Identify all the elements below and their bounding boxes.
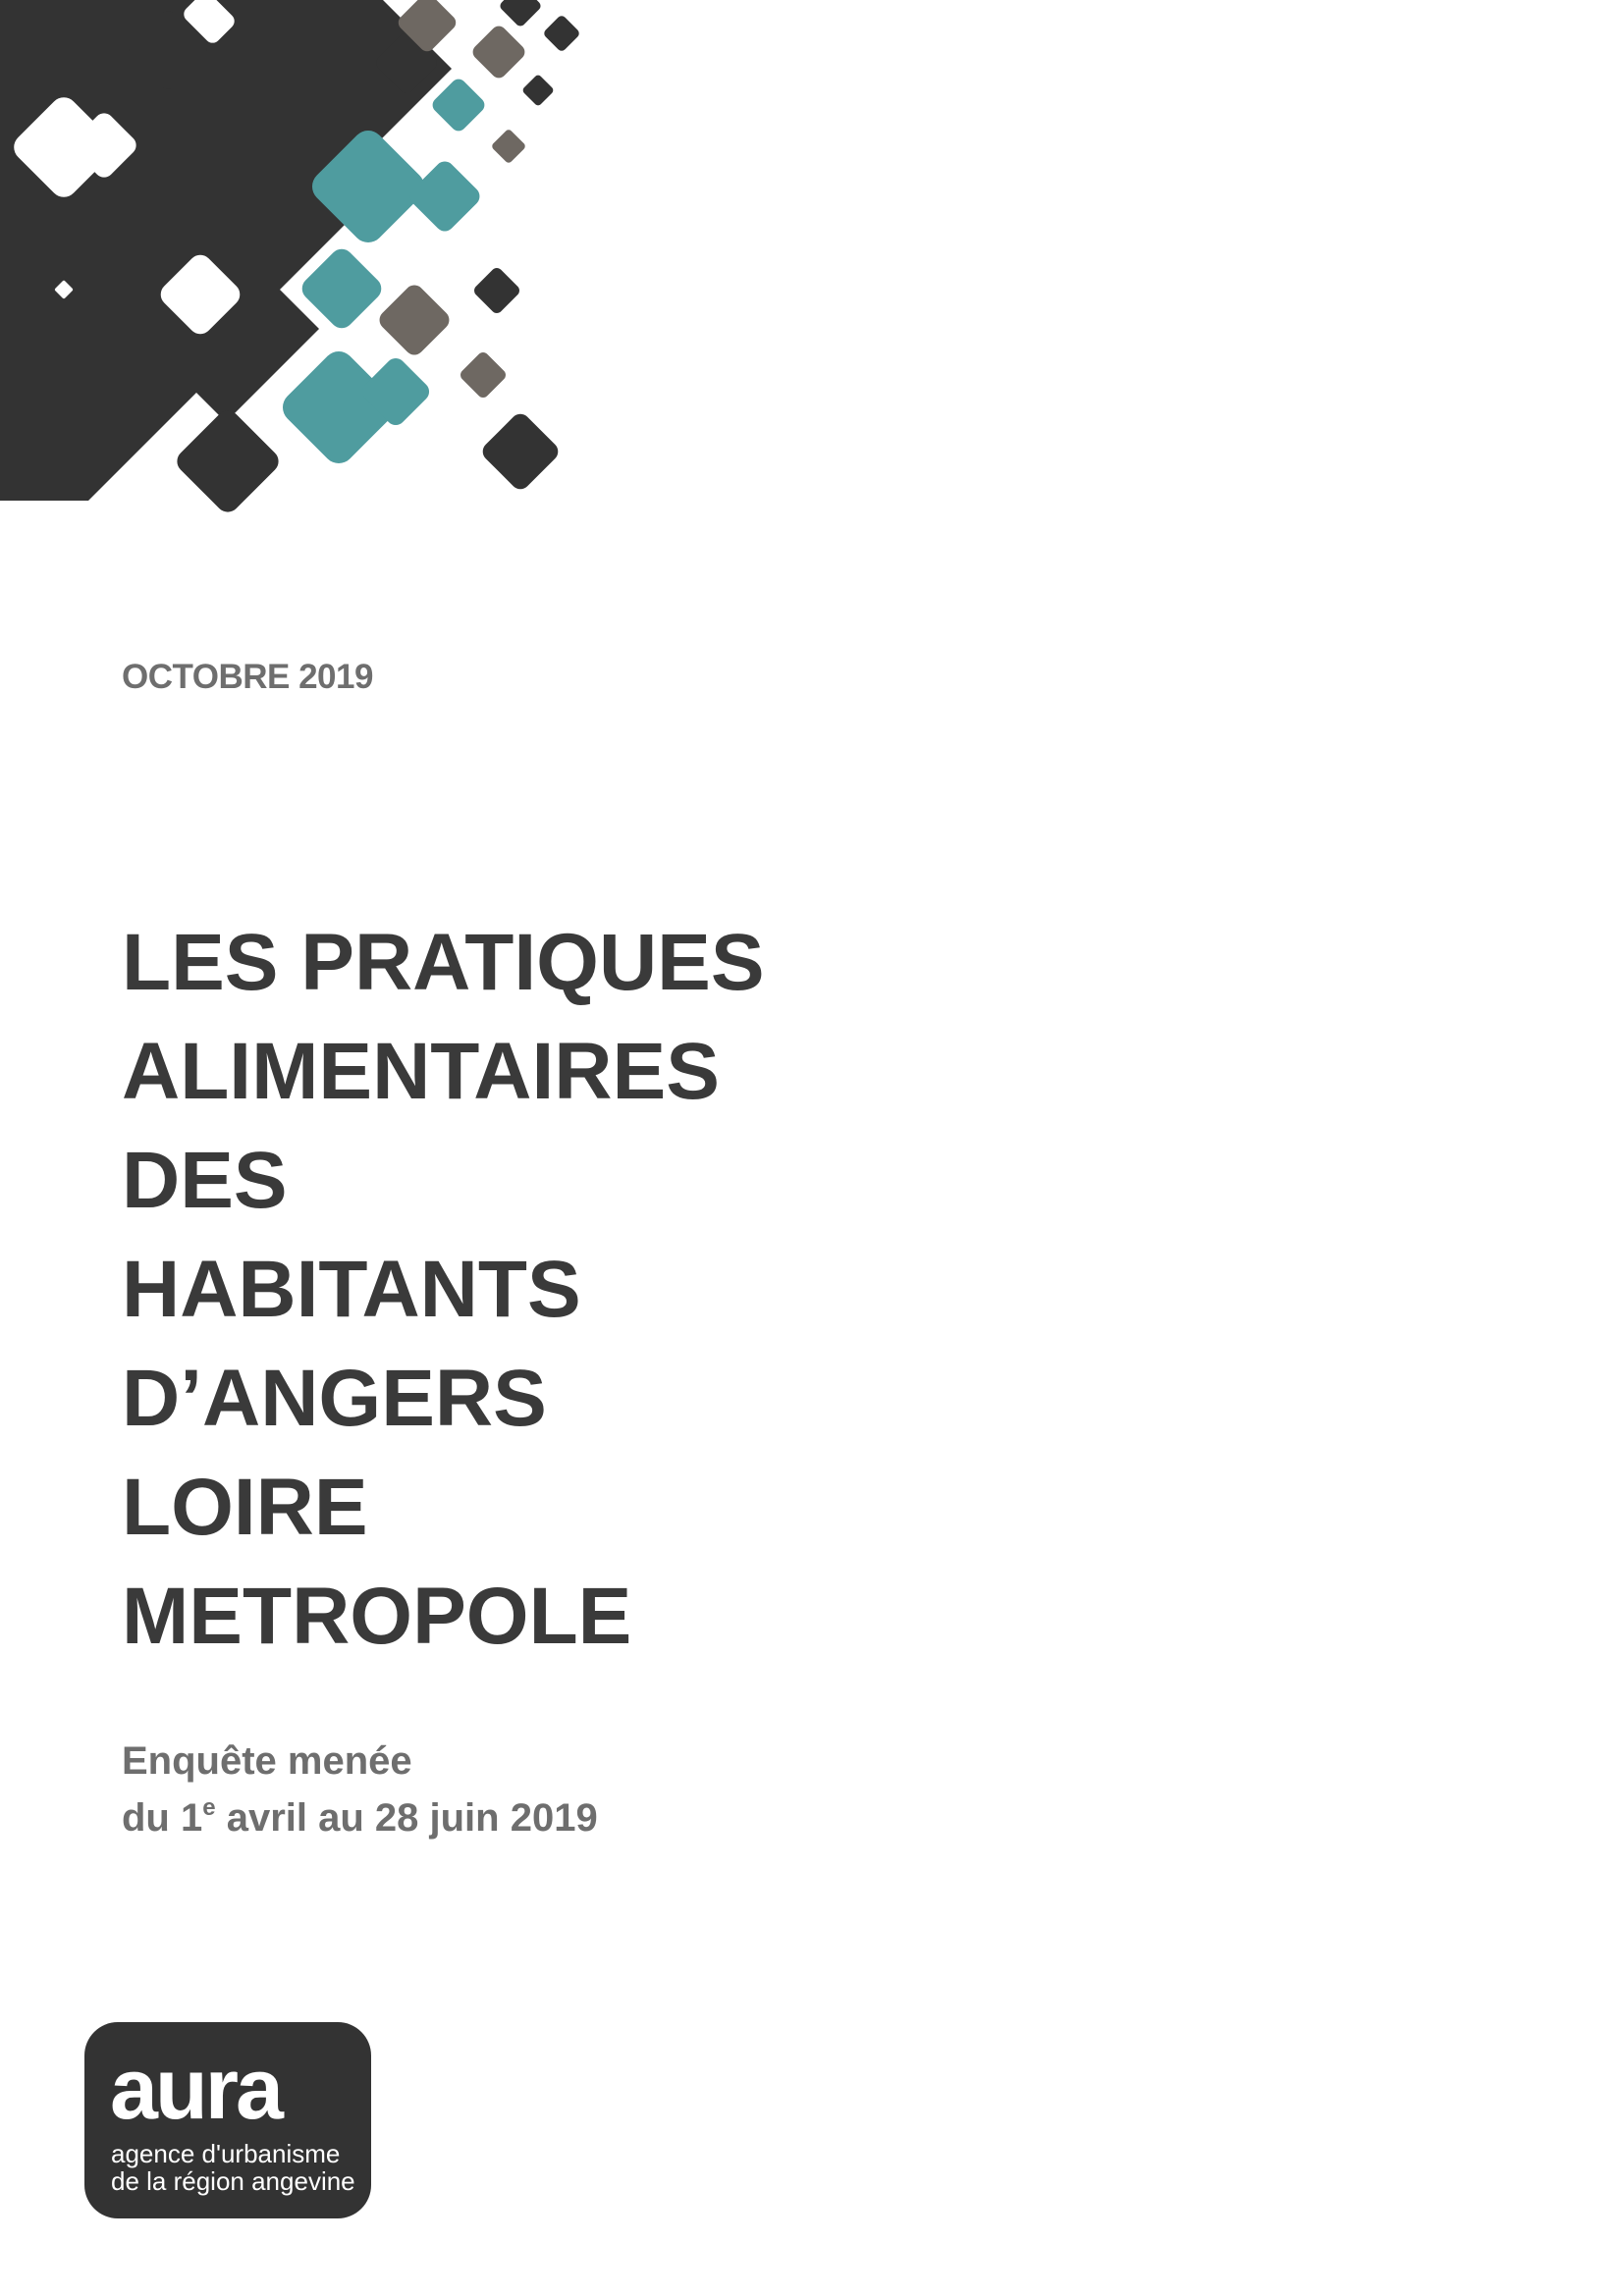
- title-line: DES: [122, 1136, 288, 1225]
- survey-period: [122, 1733, 598, 1846]
- aura-logo: [84, 2022, 371, 2218]
- title-line: METROPOLE: [122, 1572, 632, 1661]
- subtitle-line-2: [122, 1789, 598, 1846]
- document-title: [122, 908, 765, 1671]
- title-line: ALIMENTAIRES: [122, 1027, 720, 1116]
- decorative-squares-graphic: [0, 0, 609, 550]
- title-line: LOIRE: [122, 1463, 368, 1552]
- subtitle-line-1: Enquête menée: [122, 1739, 412, 1783]
- logo-wordmark: aura: [110, 2040, 281, 2137]
- subtitle-suffix: avril au 28 juin 2019: [215, 1796, 598, 1840]
- logo-tagline-line-1: agence d'urbanisme: [111, 2139, 341, 2168]
- title-line: LES PRATIQUES: [122, 918, 765, 1007]
- ordinal-superscript: e: [202, 1794, 216, 1821]
- logo-tagline-line-2: de la région angevine: [111, 2166, 355, 2196]
- subtitle-prefix: du 1: [122, 1796, 203, 1840]
- publication-date: OCTOBRE 2019: [122, 658, 373, 696]
- title-line: D’ANGERS: [122, 1354, 547, 1443]
- title-line: HABITANTS: [122, 1245, 581, 1334]
- logo-tagline: [111, 2140, 355, 2195]
